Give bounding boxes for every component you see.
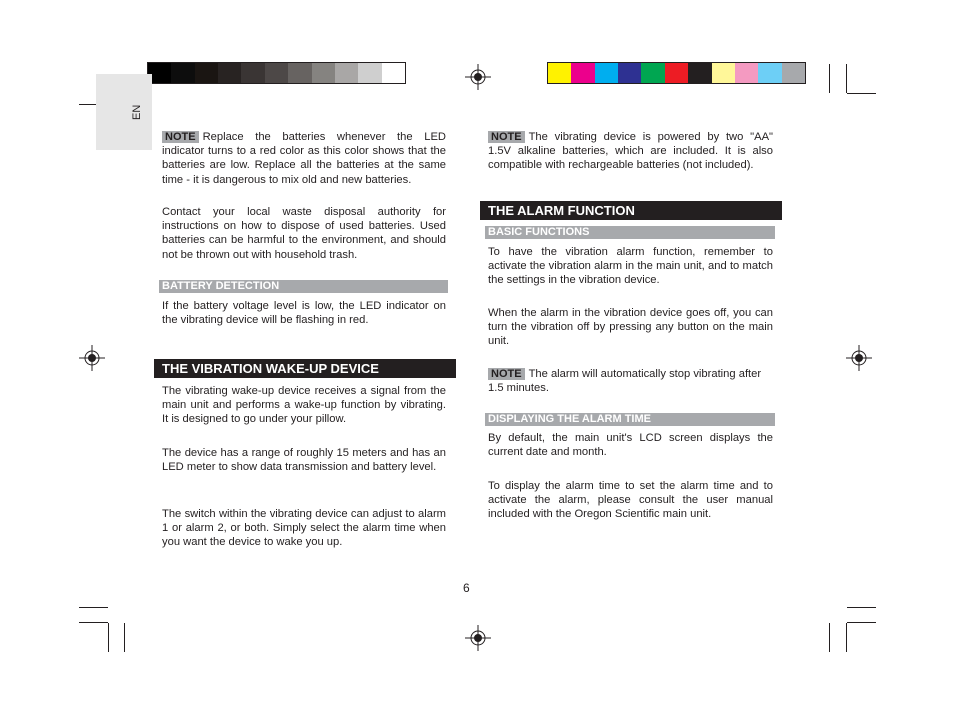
page-number: 6 (463, 581, 470, 595)
right-note-batteries (488, 130, 773, 173)
language-tab (96, 74, 152, 150)
alarm-function-heading: THE ALARM FUNCTION (480, 201, 782, 220)
color-swatch-2 (571, 63, 594, 83)
crop-mark-bottom-right-h2 (847, 622, 876, 623)
gray-swatch-6 (265, 63, 288, 83)
displaying-alarm-text-1: By default, the main unit's LCD screen displays the current date and month. (488, 432, 773, 459)
crop-mark-bottom-right-v2 (846, 623, 847, 652)
color-swatch-11 (782, 63, 805, 83)
displaying-alarm-paragraph-2 (488, 479, 773, 522)
color-swatch-9 (735, 63, 758, 83)
crop-mark-top-right-h (847, 93, 876, 94)
registration-mark-left-center (79, 345, 105, 371)
language-tab-label: EN (131, 104, 143, 120)
note-tag: NOTE (488, 368, 525, 380)
disposal-text: Contact your local waste disposal authority for instructions on how to dispose of used batteries. Used batteries can be harmful to the environment, and should not be thrown out with household trash. (162, 206, 446, 261)
note-tag: NOTE (488, 131, 525, 143)
battery-detection-paragraph (162, 299, 446, 327)
gray-swatch-9 (335, 63, 358, 83)
gray-swatch-7 (288, 63, 311, 83)
displaying-alarm-paragraph-1 (488, 431, 773, 459)
alarm-function-text-2: When the alarm in the vibration device goes off, you can turn the vibration off by pressing any button on the main unit. (488, 307, 773, 348)
vibration-device-text-3: The switch within the vibrating device can adjust to alarm 1 or alarm 2, or both. Simply select the alarm time when you want the device to wake you up. (162, 508, 446, 549)
grayscale-calibration-bar (147, 62, 406, 84)
disposal-paragraph (162, 205, 446, 262)
basic-functions-heading: BASIC FUNCTIONS (485, 226, 775, 239)
note-text: The vibrating device is powered by two "AA" 1.5V alkaline batteries, which are included. It is also compatible with rechargeable batteries (not included). (488, 131, 773, 172)
displaying-alarm-heading: DISPLAYING THE ALARM TIME (485, 413, 775, 426)
gray-swatch-8 (312, 63, 335, 83)
crop-mark-top-right-v2 (829, 64, 830, 93)
battery-detection-text: If the battery voltage level is low, the LED indicator on the vibrating device will be flashing in red. (162, 300, 446, 327)
gray-swatch-4 (218, 63, 241, 83)
alarm-function-paragraph-2 (488, 306, 773, 349)
color-swatch-6 (665, 63, 688, 83)
color-swatch-3 (595, 63, 618, 83)
color-swatch-4 (618, 63, 641, 83)
crop-mark-bottom-right-v (829, 623, 830, 652)
vibration-device-heading: THE VIBRATION WAKE-UP DEVICE (154, 359, 456, 378)
crop-mark-bottom-left-h2 (79, 622, 108, 623)
note-text: Replace the batteries whenever the LED indicator turns to a red color as this color shows that the batteries are low. Replace all the batteries at the same time - it is dangerous to mix old and new batteries. (162, 131, 446, 186)
vibration-device-paragraph-3 (162, 507, 446, 550)
alarm-note (488, 367, 773, 395)
vibration-device-paragraph-2 (162, 446, 446, 474)
gray-swatch-10 (358, 63, 381, 83)
crop-mark-top-right-v (846, 64, 847, 93)
color-calibration-bar (547, 62, 806, 84)
color-swatch-7 (688, 63, 711, 83)
alarm-function-text-1: To have the vibration alarm function, remember to activate the vibration alarm in the main unit, and to match the settings in the vibration device. (488, 246, 773, 287)
battery-detection-heading: BATTERY DETECTION (159, 280, 448, 293)
color-swatch-8 (712, 63, 735, 83)
crop-mark-bottom-left-v (108, 623, 109, 652)
vibration-device-text-1: The vibrating wake-up device receives a signal from the main unit and performs a wake-up function by vibrating. It is designed to go under your pillow. (162, 385, 446, 426)
note-tag: NOTE (162, 131, 199, 143)
color-swatch-5 (641, 63, 664, 83)
crop-mark-bottom-right-h (847, 607, 876, 608)
left-note-battery-replacement (162, 130, 446, 187)
registration-mark-top-center (465, 64, 491, 90)
registration-mark-bottom-center (465, 625, 491, 651)
crop-mark-bottom-left-h (79, 607, 108, 608)
gray-swatch-3 (195, 63, 218, 83)
gray-swatch-2 (171, 63, 194, 83)
displaying-alarm-text-2: To display the alarm time to set the alarm time and to activate the alarm, please consult the user manual included with the Oregon Scientific main unit. (488, 480, 773, 521)
color-swatch-10 (758, 63, 781, 83)
vibration-device-paragraph-1 (162, 384, 446, 427)
gray-swatch-5 (241, 63, 264, 83)
alarm-function-paragraph-1 (488, 245, 773, 288)
vibration-device-text-2: The device has a range of roughly 15 meters and has an LED meter to show data transmission and battery level. (162, 447, 446, 474)
gray-swatch-11 (382, 63, 405, 83)
note-text: The alarm will automatically stop vibrating after 1.5 minutes. (488, 368, 762, 395)
color-swatch-1 (548, 63, 571, 83)
crop-mark-bottom-left-v2 (124, 623, 125, 652)
registration-mark-right-center (846, 345, 872, 371)
